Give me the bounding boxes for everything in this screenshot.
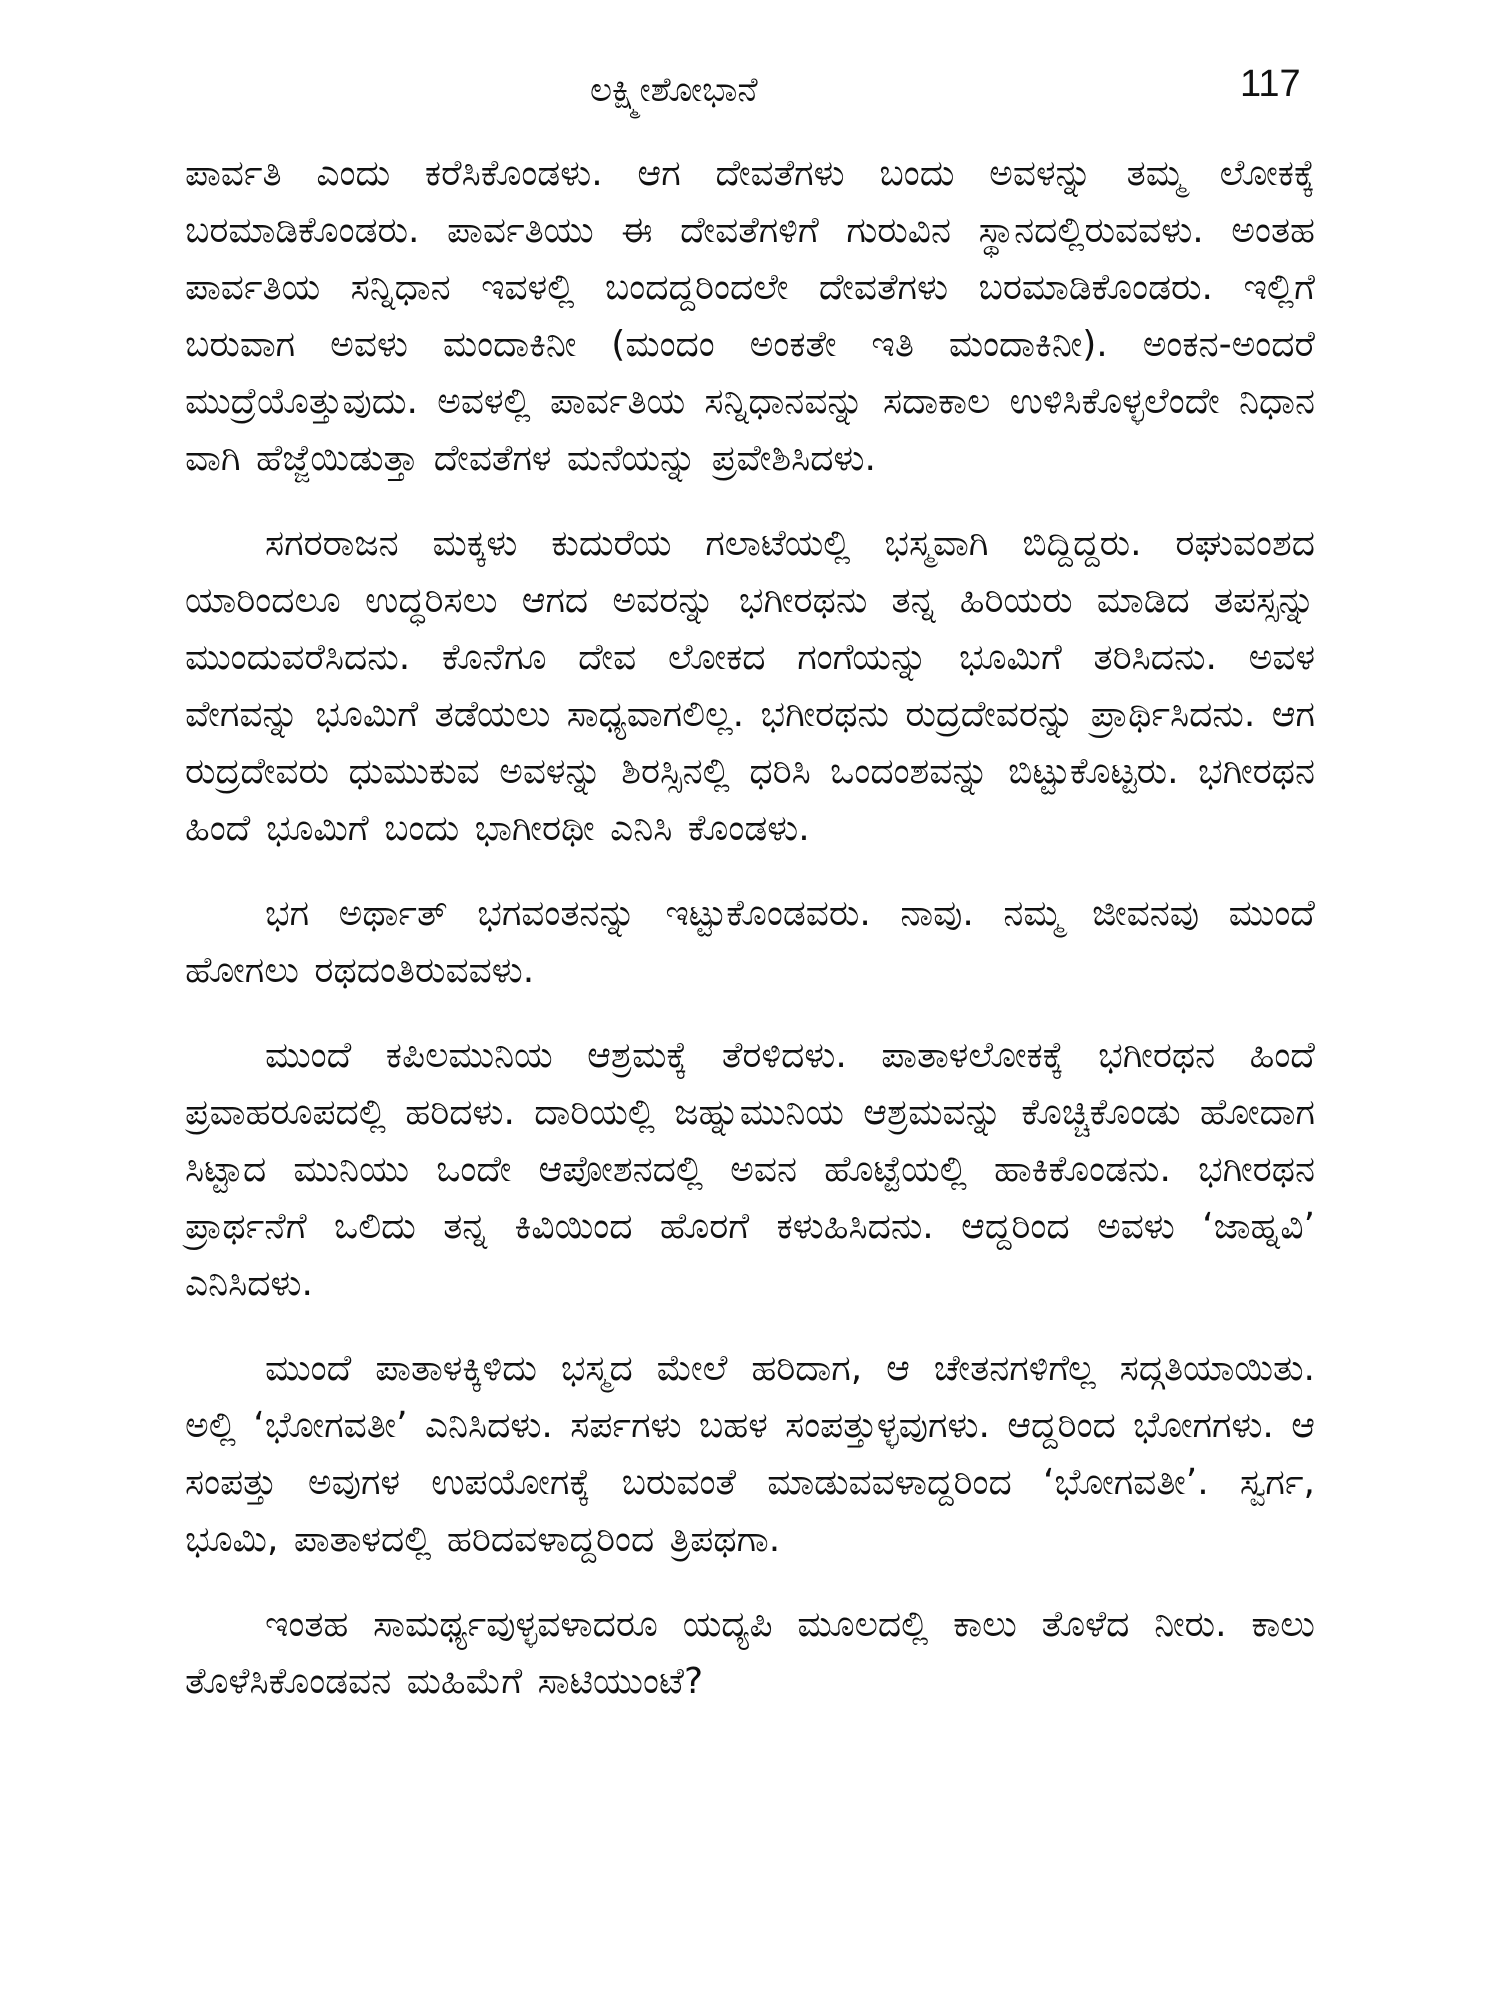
paragraph-2: ಸಗರರಾಜನ ಮಕ್ಕಳು ಕುದುರೆಯ ಗಲಾಟೆಯಲ್ಲಿ ಭಸ್ಮವಾಗಿ ಬಿದ್ದಿದ್ದರು. ರಘುವಂಶದ ಯಾರಿಂದಲೂ ಉದ್ಧರಿಸಲು ಆಗದ ಅವರನ್ನು ಭಗೀರಥನು ತನ್ನ ಹಿರಿಯರು ಮಾಡಿದ ತಪಸ್ಸನ್ನು ಮುಂದುವರೆಸಿದನು. ಕೊನೆಗೂ ದೇವ ಲೋಕದ ಗಂಗೆಯನ್ನು ಭೂಮಿಗೆ ತರಿಸಿದನು. ಅವಳ ವೇಗವನ್ನು ಭೂಮಿಗೆ ತಡೆಯಲು ಸಾಧ್ಯವಾಗಲಿಲ್ಲ. ಭಗೀರಥನು ರುದ್ರದೇವರನ್ನು ಪ್ರಾರ್ಥಿಸಿದನು. ಆಗ ರುದ್ರದೇವರು ಧುಮುಕುವ ಅವಳನ್ನು ಶಿರಸ್ಸಿನಲ್ಲಿ ಧರಿಸಿ ಒಂದಂಶವನ್ನು ಬಿಟ್ಟುಕೊಟ್ಟರು. ಭಗೀರಥನ ಹಿಂದೆ ಭೂಮಿಗೆ ಬಂದು ಭಾಗೀರಥೀ ಎನಿಸಿ ಕೊಂಡಳು. <box>185 523 1315 849</box>
paragraph-5: ಮುಂದೆ ಪಾತಾಳಕ್ಕಿಳಿದು ಭಸ್ಮದ ಮೇಲೆ ಹರಿದಾಗ, ಆ ಚೇತನಗಳಿಗೆಲ್ಲ ಸದ್ಗತಿಯಾಯಿತು. ಅಲ್ಲಿ ‘ಭೋಗವತೀ’ ಎನಿಸಿದಳು. ಸರ್ಪಗಳು ಬಹಳ ಸಂಪತ್ತುಳ್ಳವುಗಳು. ಆದ್ದರಿಂದ ಭೋಗಗಳು. ಆ ಸಂಪತ್ತು ಅವುಗಳ ಉಪಯೋಗಕ್ಕೆ ಬರುವಂತೆ ಮಾಡುವವಳಾದ್ದರಿಂದ ‘ಭೋಗವತೀ’. ಸ್ವರ್ಗ, ಭೂಮಿ, ಪಾತಾಳದಲ್ಲಿ ಹರಿದವಳಾದ್ದರಿಂದ ತ್ರಿಪಥಗಾ. <box>185 1348 1315 1560</box>
running-title: ಲಕ್ಷ್ಮೀಶೋಭಾನೆ <box>590 70 758 110</box>
paragraph-6: ಇಂತಹ ಸಾಮರ್ಥ್ಯವುಳ್ಳವಳಾದರೂ ಯದ್ಯಪಿ ಮೂಲದಲ್ಲಿ ಕಾಲು ತೊಳೆದ ನೀರು. ಕಾಲು ತೊಳೆಸಿಕೊಂಡವನ ಮಹಿಮೆಗೆ ಸಾಟಿಯುಂಟೆ? <box>185 1604 1315 1702</box>
running-header <box>0 60 1500 120</box>
paragraph-4: ಮುಂದೆ ಕಪಿಲಮುನಿಯ ಆಶ್ರಮಕ್ಕೆ ತೆರಳಿದಳು. ಪಾತಾಳಲೋಕಕ್ಕೆ ಭಗೀರಥನ ಹಿಂದೆ ಪ್ರವಾಹರೂಪದಲ್ಲಿ ಹರಿದಳು. ದಾರಿಯಲ್ಲಿ ಜಹ್ನುಮುನಿಯ ಆಶ್ರಮವನ್ನು ಕೊಚ್ಚಿಕೊಂಡು ಹೋದಾಗ ಸಿಟ್ಟಾದ ಮುನಿಯು ಒಂದೇ ಆಪೋಶನದಲ್ಲಿ ಅವನ ಹೊಟ್ಟೆಯಲ್ಲಿ ಹಾಕಿಕೊಂಡನು. ಭಗೀರಥನ ಪ್ರಾರ್ಥನೆಗೆ ಒಲಿದು ತನ್ನ ಕಿವಿಯಿಂದ ಹೊರಗೆ ಕಳುಹಿಸಿದನು. ಆದ್ದರಿಂದ ಅವಳು ‘ಜಾಹ್ನವಿ’ ಎನಿಸಿದಳು. <box>185 1035 1315 1304</box>
paragraph-1: ಪಾರ್ವತಿ ಎಂದು ಕರೆಸಿಕೊಂಡಳು. ಆಗ ದೇವತೆಗಳು ಬಂದು ಅವಳನ್ನು ತಮ್ಮ ಲೋಕಕ್ಕೆ ಬರಮಾಡಿಕೊಂಡರು. ಪಾರ್ವತಿಯು ಈ ದೇವತೆಗಳಿಗೆ ಗುರುವಿನ ಸ್ಥಾನದಲ್ಲಿರುವವಳು. ಅಂತಹ ಪಾರ್ವತಿಯ ಸನ್ನಿಧಾನ ಇವಳಲ್ಲಿ ಬಂದದ್ದರಿಂದಲೇ ದೇವತೆಗಳು ಬರಮಾಡಿಕೊಂಡರು. ಇಲ್ಲಿಗೆ ಬರುವಾಗ ಅವಳು ಮಂದಾಕಿನೀ (ಮಂದಂ ಅಂಕತೇ ಇತಿ ಮಂದಾಕಿನೀ). ಅಂಕನ-ಅಂದರೆ ಮುದ್ರೆಯೊತ್ತುವುದು. ಅವಳಲ್ಲಿ ಪಾರ್ವತಿಯ ಸನ್ನಿಧಾನವನ್ನು ಸದಾಕಾಲ ಉಳಿಸಿಕೊಳ್ಳಲೆಂದೇ ನಿಧಾನ ವಾಗಿ ಹೆಜ್ಜೆಯಿಡುತ್ತಾ ದೇವತೆಗಳ ಮನೆಯನ್ನು ಪ್ರವೇಶಿಸಿದಳು. <box>185 153 1315 479</box>
body-text <box>185 145 1315 1710</box>
paragraph-3: ಭಗ ಅರ್ಥಾತ್ ಭಗವಂತನನ್ನು ಇಟ್ಟುಕೊಂಡವರು. ನಾವು. ನಮ್ಮ ಜೀವನವು ಮುಂದೆ ಹೋಗಲು ರಥದಂತಿರುವವಳು. <box>185 893 1315 991</box>
page-number: 117 <box>1240 63 1301 105</box>
